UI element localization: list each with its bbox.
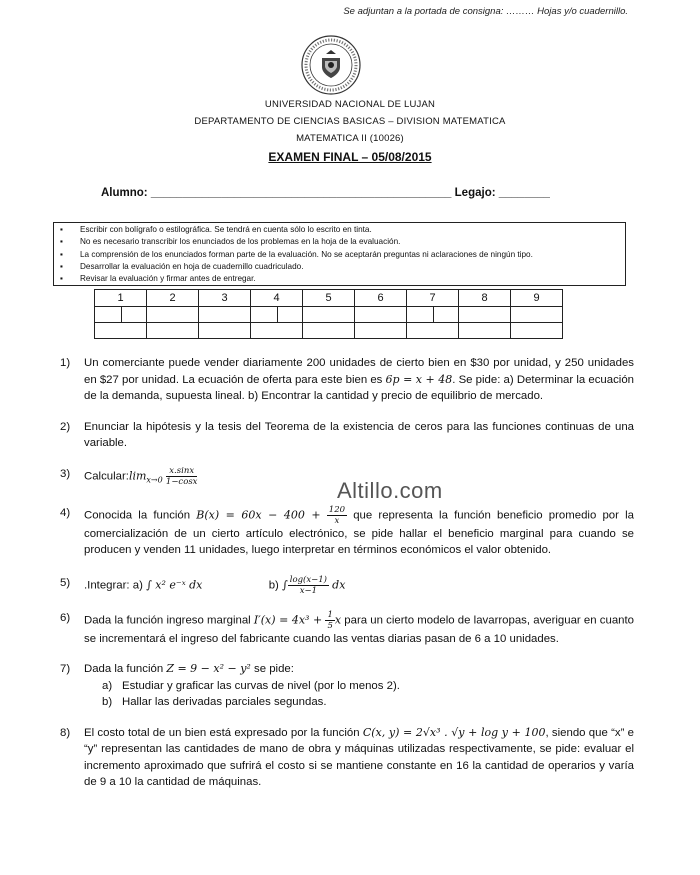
instruction-item: ▪ Escribir con bolígrafo o estilográfica. Se tendrá en cuenta sólo lo escrito en tinta.	[60, 224, 625, 236]
problem-number: 7)	[60, 663, 71, 676]
bullet-icon: ▪	[60, 274, 63, 284]
problem-number: 8)	[60, 726, 71, 739]
grade-cell[interactable]	[95, 323, 147, 339]
grade-column-header: 2	[147, 290, 199, 307]
grade-column-header: 6	[355, 290, 407, 307]
exam-title: EXAMEN FINAL – 05/08/2015	[268, 150, 432, 164]
problem-text: Un comerciante puede vender diariamente 200 unidades de cierto bien en $30 por unidad, y 250 unidades en $27 por unidad. La ecuación de oferta para este bien es 6p = x + 48. Se pide: a) Determinar la ecuación de la demanda, supuesta lineal. b) Encontrar la cantidad y precio de equilibrio de mercado.	[84, 357, 634, 402]
instruction-item: ▪ No es necesario transcribir los enunciados de los problemas en la hoja de la evaluación.	[60, 236, 625, 248]
problem-4	[60, 505, 634, 559]
student-name-label: Alumno:	[101, 187, 148, 199]
problem-number: 6)	[60, 611, 71, 624]
bullet-icon: ▪	[60, 225, 63, 234]
student-id-label: Legajo:	[454, 187, 496, 199]
grade-column-header: 8	[459, 290, 511, 307]
grade-cell[interactable]	[407, 307, 459, 323]
grade-table	[94, 289, 563, 339]
problem-number: 4)	[60, 506, 71, 519]
grade-column-header: 9	[511, 290, 563, 307]
problem-number: 3)	[60, 467, 71, 480]
problem-text: Enunciar la hipótesis y la tesis del Teorema de la existencia de ceros para las funciones continuas de una variable.	[84, 420, 634, 449]
problem-number: 1)	[60, 357, 71, 369]
grade-cell[interactable]	[199, 323, 251, 339]
grade-cell[interactable]	[355, 323, 407, 339]
sub-item: b) Hallar las derivadas parciales segundas.	[102, 696, 327, 709]
problem-5	[60, 575, 634, 596]
problem-3	[60, 466, 634, 489]
problem-text: $Calcular:\lim_{x\to 0}$ $\frac{x.\sin x}{1-\cos x}$	[84, 465, 198, 487]
grade-cell[interactable]	[147, 307, 199, 323]
student-name-field[interactable]: _______________________________________________	[150, 187, 452, 199]
problem-1	[60, 355, 634, 405]
grade-cell[interactable]	[251, 307, 303, 323]
problem-7	[60, 661, 634, 711]
grade-cell[interactable]	[95, 307, 147, 323]
grade-cell[interactable]	[511, 307, 563, 323]
bullet-icon: ▪	[60, 237, 63, 247]
university-seal-icon	[300, 34, 362, 96]
grade-column-header: 5	[303, 290, 355, 307]
instructions-box	[53, 222, 626, 286]
bullet-icon: ▪	[60, 249, 63, 259]
instruction-item: ▪ Desarrollar la evaluación en hoja de cuadernillo cuadriculado.	[60, 261, 625, 273]
problem-list	[60, 355, 634, 805]
grade-column-header: 4	[251, 290, 303, 307]
grade-cell[interactable]	[459, 323, 511, 339]
grade-cell[interactable]	[147, 323, 199, 339]
instruction-item: ▪ Revisar la evaluación y firmar antes de entregar.	[60, 273, 625, 285]
student-fields	[101, 187, 550, 199]
grade-cell[interactable]	[303, 307, 355, 323]
grade-cell[interactable]	[355, 307, 407, 323]
instruction-item: ▪ La comprensión de los enunciados forman parte de la evaluación. No se aceptarán preguntas ni aclaraciones de ningún tipo.	[60, 249, 625, 261]
grade-column-header: 3	[199, 290, 251, 307]
problem-text: .Integrar: a) ∫ x² e⁻ˣ dx b) ∫ $\frac{\log(x-1)}{x-1}$ dx	[84, 574, 346, 596]
grade-column-header: 7	[407, 290, 459, 307]
problem-number: 5)	[60, 576, 71, 589]
grade-cell[interactable]	[303, 323, 355, 339]
university-name: UNIVERSIDAD NACIONAL DE LUJAN	[264, 99, 436, 110]
grade-cell[interactable]	[199, 307, 251, 323]
grade-cell[interactable]	[251, 323, 303, 339]
cover-note: Se adjuntan a la portada de consigna: ……… Hojas y/o cuadernillo.	[343, 6, 628, 17]
problem-6	[60, 610, 634, 648]
student-id-field[interactable]: ________	[498, 187, 550, 199]
department-name: DEPARTAMENTO DE CIENCIAS BASICAS – DIVISION MATEMATICA	[194, 116, 506, 127]
grade-column-header: 1	[95, 290, 147, 307]
grade-cell[interactable]	[407, 323, 459, 339]
problem-text: El costo total de un bien está expresado por la función C(x, y) = 2√x³ . √y + log y + 100, siendo que “x” e “y” representan las cantidades de mano de obra y máquinas utilizadas respectivamente, se pide: evaluar el incremento aproximado que sufrirá el costo si se mantiene constante en 16 la cantidad de operarios y varía de 9 a 10 la cantidad de máquinas.	[84, 725, 635, 789]
course-name: MATEMATICA II (10026)	[296, 133, 404, 144]
grade-cell[interactable]	[459, 307, 511, 323]
problem-2	[60, 419, 634, 452]
bullet-icon: ▪	[60, 261, 63, 271]
problem-7-subitems	[102, 678, 634, 711]
problem-text: Conocida la función B(x) = 60x − 400 + $\frac{120}{x}$ que representa la función beneficio promedio por la comercialización de un cierto artículo electrónico, se pide hallar el beneficio marginal para cuando se producen y venden 11 unidades, luego interpretar en términos económicos el valor obtenido.	[84, 504, 634, 557]
watermark: Altillo.com	[337, 478, 443, 503]
problem-text: Dada la función Z = 9 − x² − y² se pide: a) Estudiar y graficar las curvas de nivel (por lo menos 2). b) Hallar las derivadas parciales segundas.	[84, 661, 634, 711]
problem-8	[60, 725, 634, 791]
sub-item: a) Estudiar y graficar las curvas de nivel (por lo menos 2).	[102, 679, 400, 692]
grade-cell[interactable]	[511, 323, 563, 339]
problem-text: Dada la función ingreso marginal I′(x) = 4x³ + $\frac{1}{5}$ x para un cierto modelo de lavarropas, averiguar en cuanto se incrementará el ingreso del fabricante cuando las ventas diarias pasan de 6 a 10 unidades.	[84, 609, 635, 645]
problem-number: 2)	[60, 420, 71, 433]
